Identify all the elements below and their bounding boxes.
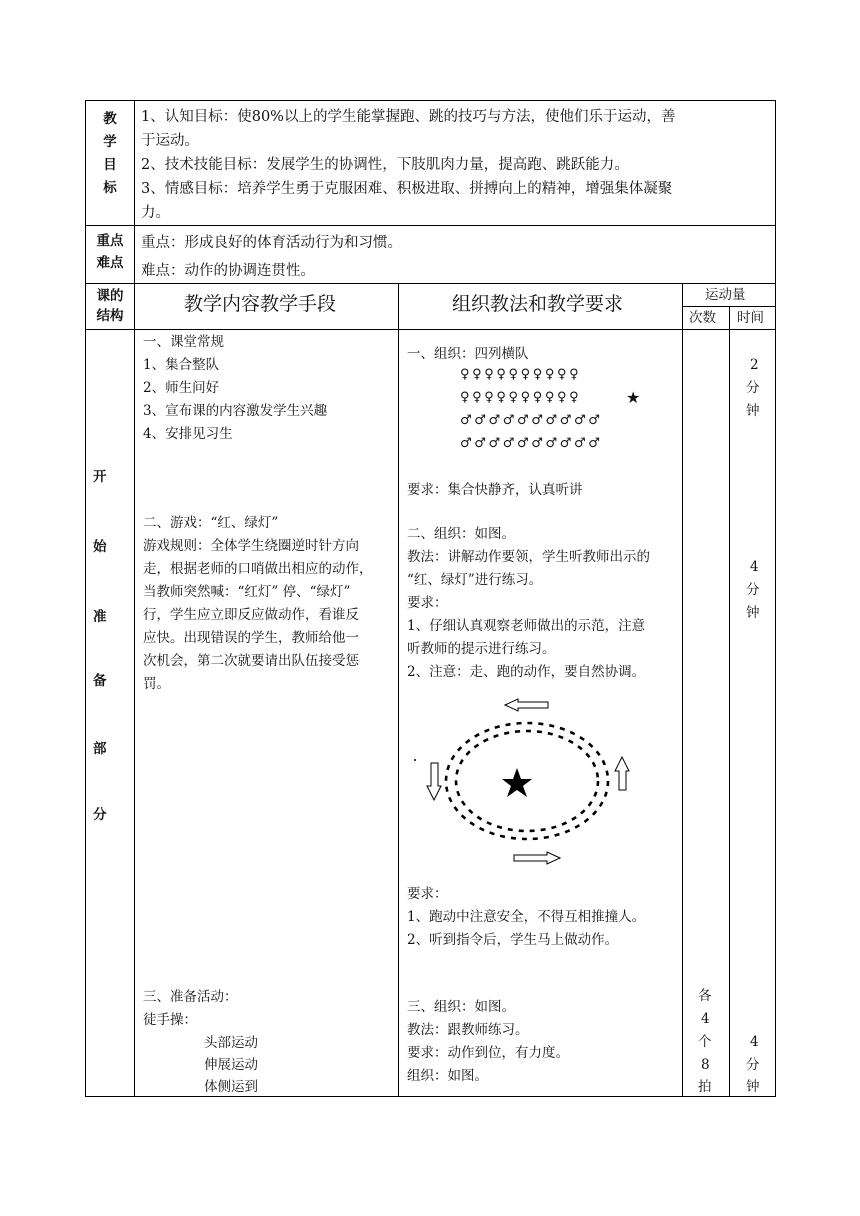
duration-value-char: 2 <box>750 357 759 373</box>
arrow-right-icon <box>514 852 560 864</box>
times-value-char: 8 <box>701 1057 710 1073</box>
game-rule-line: 走，根据老师的口哨做出相应的动作， <box>143 561 373 577</box>
section-label-char: 准 <box>93 609 107 625</box>
section-label-char: 部 <box>93 741 107 757</box>
warmup-subtitle: 徒手操： <box>143 1012 197 1028</box>
arrow-down-icon <box>427 763 441 800</box>
game-rule-line: 游戏规则：全体学生绕圈逆时针方向 <box>143 538 359 554</box>
section-label-char: 备 <box>93 673 107 689</box>
org-3-line: 教法：跟教师练习。 <box>407 1022 529 1038</box>
org-2-line: 1、仔细认真观察老师做出的示范，注意 <box>407 618 646 634</box>
org-3-line: 组织：如图。 <box>407 1068 488 1084</box>
structure-header: 课的 结构 <box>96 288 124 324</box>
warmup-title: 三、准备活动： <box>143 989 238 1005</box>
org-3-line: 三、组织：如图。 <box>407 999 515 1015</box>
key-points-label: 重点 难点 <box>96 233 124 271</box>
duration-header: 时间 <box>737 310 764 326</box>
duration-value-char: 钟 <box>746 605 760 621</box>
arrow-up-icon <box>615 757 629 790</box>
requirement-2-line: 要求： <box>407 886 448 902</box>
game-rule-line: 罚。 <box>143 676 170 692</box>
times-value-char: 个 <box>698 1034 712 1050</box>
requirement-2-line: 2、听到指令后，学生马上做动作。 <box>407 932 619 948</box>
female-row-symbols: ♀♀♀♀♀♀♀♀♀♀ <box>460 367 582 382</box>
times-value-char: 各 <box>698 988 712 1004</box>
game-rule-line: 应快。出现错误的学生，教师给他一 <box>143 630 359 646</box>
routine-item: 1、集合整队 <box>143 357 220 373</box>
warmup-item: 体侧运到 <box>204 1079 258 1095</box>
male-row-symbols: ♂♂♂♂♂♂♂♂♂♂ <box>460 413 603 428</box>
duration-value-char: 分 <box>746 582 760 598</box>
center-star-icon <box>502 768 532 797</box>
org-2-line: 二、组织：如图。 <box>407 526 515 542</box>
org-2-line: 2、注意：走、跑的动作，要自然协调。 <box>407 664 646 680</box>
game-rule-line: 行，学生应立即反应做动作，看谁反 <box>143 607 359 623</box>
organization-header: 组织教法和教学要求 <box>452 293 624 315</box>
objectives-label: 教 学 目 标 <box>103 111 117 196</box>
org-2-line: 教法：讲解动作要领，学生听教师出示的 <box>407 549 650 565</box>
routine-item: 4、安排见习生 <box>143 426 233 442</box>
teacher-star-icon: ★ <box>626 388 641 407</box>
duration-value-char: 4 <box>750 559 759 575</box>
game-rule-line: 当教师突然喊：“红灯” 停、“绿灯” <box>143 584 351 600</box>
org-3-line: 要求：动作到位，有力度。 <box>407 1045 569 1061</box>
times-value-char: 4 <box>701 1011 710 1027</box>
arrow-left-icon <box>505 699 548 711</box>
key-point: 重点：形成良好的体育活动行为和习惯。 <box>141 235 402 251</box>
times-header: 次数 <box>689 310 716 326</box>
org-2-line: “红、绿灯”进行练习。 <box>407 572 543 588</box>
duration-value-char: 4 <box>750 1034 759 1050</box>
objective-emotional-cont: 力。 <box>141 205 170 221</box>
game-rule-line: 次机会，第二次就要请出队伍接受惩 <box>143 653 359 669</box>
requirement-2-line: 1、跑动中注意安全，不得互相推撞人。 <box>407 909 646 925</box>
times-value-char: 拍 <box>698 1079 712 1095</box>
difficulty-point: 难点：动作的协调连贯性。 <box>141 263 315 279</box>
exercise-header: 运动量 <box>705 287 746 303</box>
routine-item: 3、宣布课的内容激发学生兴趣 <box>143 403 328 419</box>
game-title: 二、游戏：“红、绿灯” <box>143 515 279 531</box>
duration-value-char: 钟 <box>746 1079 760 1095</box>
org-1-title: 一、组织：四列横队 <box>407 346 529 362</box>
objective-emotional: 3、情感目标：培养学生勇于克服困难、积极进取、拼搏向上的精神，增强集体凝聚 <box>141 181 673 197</box>
requirement-1: 要求：集合快静齐，认真听讲 <box>407 482 583 498</box>
objective-skill: 2、技术技能目标：发展学生的协调性，下肢肌肉力量，提高跑、跳跃能力。 <box>141 157 629 173</box>
org-2-line: 听教师的提示进行练习。 <box>407 641 556 657</box>
section-label-char: 开 <box>93 469 107 485</box>
section-label-char: 始 <box>93 539 107 555</box>
routine-item: 2、师生问好 <box>143 380 220 396</box>
org-2-line: 要求： <box>407 595 448 611</box>
section-label-char: 分 <box>93 807 107 823</box>
duration-value-char: 钟 <box>746 403 760 419</box>
objective-cognitive: 1、认知目标：使80%以上的学生能掌握跑、跳的技巧与方法，使他们乐于运动，善 <box>141 109 676 125</box>
content-header: 教学内容教学手段 <box>184 293 337 315</box>
male-row-symbols: ♂♂♂♂♂♂♂♂♂♂ <box>460 436 603 451</box>
warmup-item: 伸展运动 <box>204 1057 258 1073</box>
warmup-item: 头部运动 <box>204 1035 258 1051</box>
objective-cognitive-cont: 于运动。 <box>141 133 199 149</box>
female-row-symbols: ♀♀♀♀♀♀♀♀♀♀ <box>460 390 582 405</box>
duration-value-char: 分 <box>746 380 760 396</box>
duration-value-char: 分 <box>746 1057 760 1073</box>
routine-title: 一、课堂常规 <box>143 334 224 350</box>
